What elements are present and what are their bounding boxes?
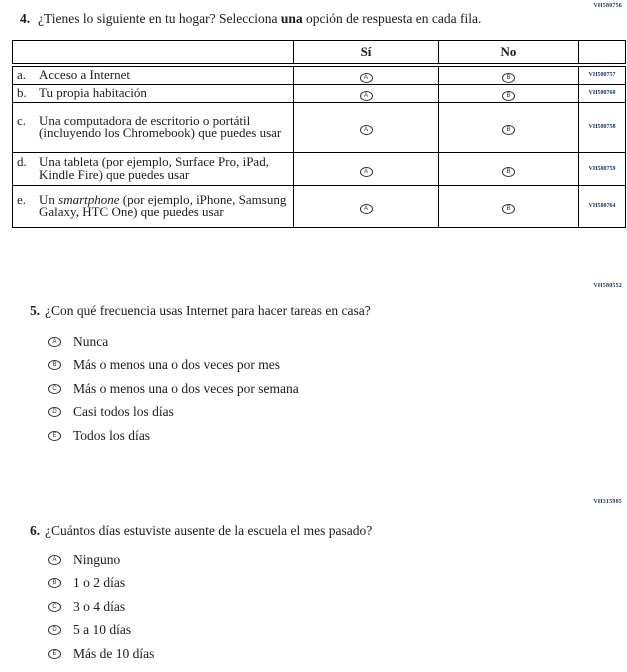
question5-text: ¿Con qué frecuencia usas Internet para hacer tareas en casa?	[45, 303, 371, 318]
option-label: 3 o 4 días	[73, 598, 126, 614]
radio-no-bubble[interactable]: B	[502, 167, 515, 177]
radio-option-a-bubble[interactable]: A	[48, 337, 61, 347]
radio-yes-bubble[interactable]: A	[360, 125, 373, 135]
item-label-cell	[13, 152, 294, 185]
option-row[interactable]	[48, 642, 154, 666]
no-cell	[439, 84, 579, 102]
item-label-cell	[13, 84, 294, 102]
header-empty-code	[579, 41, 626, 66]
option-label: 5 a 10 días	[73, 622, 132, 638]
radio-yes-bubble[interactable]: A	[360, 91, 373, 101]
question6-text: ¿Cuántos días estuviste ausente de la escuela el mes pasado?	[45, 523, 373, 538]
option-label: Nunca	[73, 333, 109, 349]
option-row[interactable]	[48, 424, 299, 448]
question4-number: 4.	[20, 11, 31, 26]
radio-no-bubble[interactable]: B	[502, 73, 515, 83]
option-label: Ninguno	[73, 551, 121, 567]
radio-option-d-bubble[interactable]: D	[48, 625, 61, 635]
radio-yes-bubble[interactable]: A	[360, 204, 373, 214]
item-text: Acceso a Internet	[39, 67, 130, 82]
item-letter: b.	[17, 84, 27, 100]
item-label-cell	[13, 185, 294, 227]
item-text: Una tableta (por ejemplo, Surface Pro, iPad, Kindle Fire) que puedes usar	[39, 154, 269, 182]
radio-option-b-bubble[interactable]: B	[48, 360, 61, 370]
header-empty-item	[13, 41, 294, 66]
table-row	[13, 185, 626, 227]
row-code: VH580764	[579, 185, 626, 227]
item-text: Una computadora de escritorio o portátil (incluyendo los Chromebook) que puedes usar	[39, 112, 282, 140]
question5-item-code: VH580552	[593, 283, 622, 289]
option-label: Más o menos una o dos veces por mes	[73, 357, 280, 373]
no-cell	[439, 152, 579, 185]
radio-option-a-bubble[interactable]: A	[48, 555, 61, 565]
option-label: Todos los días	[73, 427, 151, 443]
question4-text: ¿Tienes lo siguiente en tu hogar? Selecciona una opción de respuesta en cada fila.	[38, 11, 482, 26]
row-code: VH580760	[579, 84, 626, 102]
radio-yes-bubble[interactable]: A	[360, 73, 373, 83]
question4-answer-table	[12, 40, 626, 228]
item-letter: a.	[17, 67, 27, 82]
option-row[interactable]	[48, 572, 154, 596]
table-row	[13, 152, 626, 185]
radio-no-bubble[interactable]: B	[502, 204, 515, 214]
radio-option-e-bubble[interactable]: E	[48, 431, 61, 441]
header-yes: Sí	[294, 41, 439, 66]
question5-options	[48, 330, 299, 448]
option-row[interactable]	[48, 330, 299, 354]
item-label-cell	[13, 65, 294, 84]
row-code: VH580758	[579, 102, 626, 152]
item-letter: c.	[17, 112, 27, 128]
yes-cell	[294, 152, 439, 185]
question5-number: 5.	[30, 303, 41, 318]
header-no: No	[439, 41, 579, 66]
table-header-row	[13, 41, 626, 66]
radio-no-bubble[interactable]: B	[502, 125, 515, 135]
no-cell	[439, 102, 579, 152]
radio-option-b-bubble[interactable]: B	[48, 578, 61, 588]
question6-options	[48, 548, 154, 666]
item-text: Un smartphone (por ejemplo, iPhone, Samsung Galaxy, HTC One) que puedes usar	[39, 191, 287, 219]
option-row[interactable]	[48, 354, 299, 378]
yes-cell	[294, 185, 439, 227]
option-row[interactable]	[48, 595, 154, 619]
radio-option-c-bubble[interactable]: C	[48, 602, 61, 612]
option-row[interactable]	[48, 377, 299, 401]
option-label: 1 o 2 días	[73, 575, 126, 591]
option-row[interactable]	[48, 548, 154, 572]
radio-no-bubble[interactable]: B	[502, 91, 515, 101]
emphasis-una: una	[280, 11, 303, 26]
table-row	[13, 102, 626, 152]
question4-item-code: VH580756	[593, 3, 622, 9]
row-code: VH580759	[579, 152, 626, 185]
item-label-cell	[13, 102, 294, 152]
yes-cell	[294, 84, 439, 102]
option-label: Más de 10 días	[73, 645, 155, 661]
row-code: VH580757	[579, 65, 626, 84]
item-letter: d.	[17, 154, 27, 169]
yes-cell	[294, 102, 439, 152]
radio-option-c-bubble[interactable]: C	[48, 384, 61, 394]
yes-cell	[294, 65, 439, 84]
item-text: Tu propia habitación	[39, 84, 147, 100]
table-row	[13, 84, 626, 102]
option-label: Más o menos una o dos veces por semana	[73, 380, 299, 396]
option-row[interactable]	[48, 619, 154, 643]
question6-number: 6.	[30, 523, 41, 538]
question6-item-code: VH315985	[593, 499, 622, 505]
question4-prompt	[0, 11, 617, 27]
question6-prompt	[0, 523, 617, 539]
radio-yes-bubble[interactable]: A	[360, 167, 373, 177]
option-label: Casi todos los días	[73, 404, 174, 420]
no-cell	[439, 65, 579, 84]
no-cell	[439, 185, 579, 227]
radio-option-e-bubble[interactable]: E	[48, 649, 61, 659]
option-row[interactable]	[48, 401, 299, 425]
radio-option-d-bubble[interactable]: D	[48, 407, 61, 417]
table-row	[13, 65, 626, 84]
question5-prompt	[0, 303, 617, 319]
item-letter: e.	[17, 191, 27, 207]
